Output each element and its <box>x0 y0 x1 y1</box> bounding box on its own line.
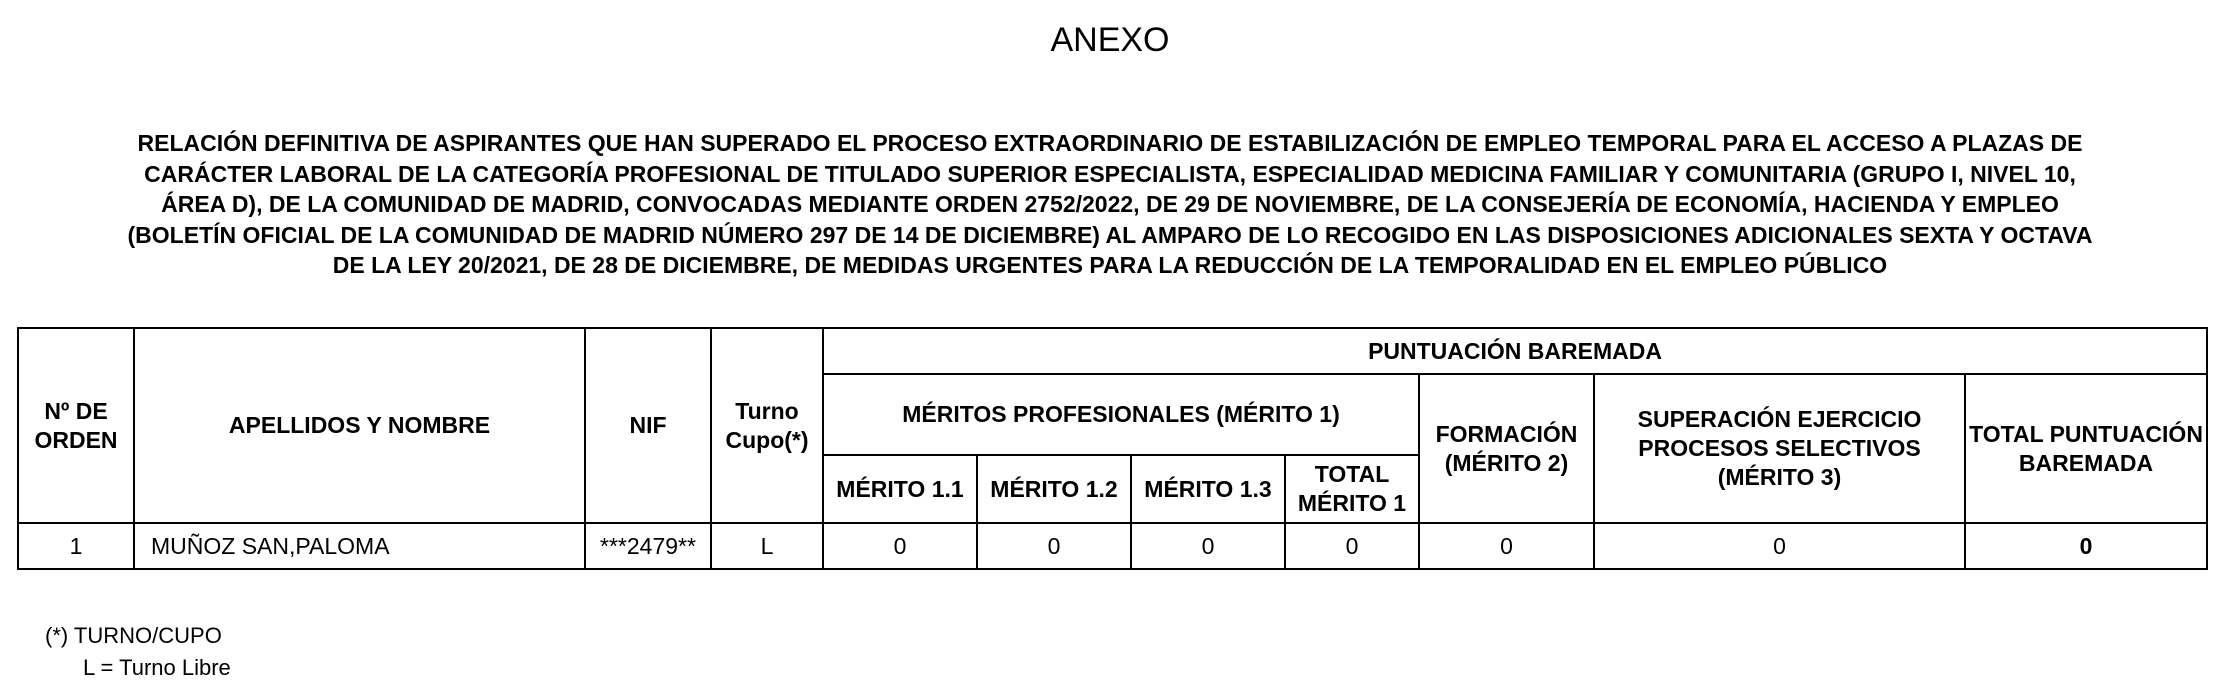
cell-formacion: 0 <box>1419 523 1594 569</box>
heading-line: ÁREA D), DE LA COMUNIDAD DE MADRID, CONVOCADAS MEDIANTE ORDEN 2752/2022, DE 29 DE NOVIEMBRE, DE LA CONSEJERÍA DE ECONOMÍA, HACIENDA Y EMPLEO <box>161 191 2059 217</box>
table-row <box>18 523 2207 569</box>
header-total: TOTAL PUNTUACIÓN BAREMADA <box>1965 374 2207 523</box>
heading-line: CARÁCTER LABORAL DE LA CATEGORÍA PROFESIONAL DE TITULADO SUPERIOR ESPECIALISTA, ESPECIALIDAD MEDICINA FAMILIAR Y COMUNITARIA (GRUPO I, NIVEL 10, <box>144 160 2076 187</box>
footnote-title: (*) TURNO/CUPO <box>45 623 222 648</box>
header-merito-1-1: MÉRITO 1.1 <box>823 455 977 523</box>
cell-merito-1-3: 0 <box>1131 523 1285 569</box>
heading-line: (BOLETÍN OFICIAL DE LA COMUNIDAD DE MADRID NÚMERO 297 DE 14 DE DICIEMBRE) AL AMPARO DE LO RECOGIDO EN LAS DISPOSICIONES ADICIONALES SEXTA Y OCTAVA <box>127 221 2093 248</box>
header-total-merito-1: TOTAL MÉRITO 1 <box>1285 455 1419 523</box>
header-orden: Nº DE ORDEN <box>18 328 134 523</box>
document-title: ANEXO <box>1050 21 1170 59</box>
cell-turno: L <box>711 523 823 569</box>
cell-merito-1-2: 0 <box>977 523 1131 569</box>
heading-line: RELACIÓN DEFINITIVA DE ASPIRANTES QUE HAN SUPERADO EL PROCESO EXTRAORDINARIO DE ESTABILIZACIÓN DE EMPLEO TEMPORAL PARA EL ACCESO A PLAZAS DE <box>137 130 2083 156</box>
header-nif: NIF <box>585 328 711 523</box>
footnote-line: L = Turno Libre <box>83 655 231 680</box>
cell-orden: 1 <box>18 523 134 569</box>
header-meritos-profesionales: MÉRITOS PROFESIONALES (MÉRITO 1) <box>823 374 1419 455</box>
cell-merito-1-1: 0 <box>823 523 977 569</box>
header-row-top <box>18 328 2207 374</box>
results-table <box>17 327 2208 570</box>
cell-superacion: 0 <box>1594 523 1965 569</box>
header-merito-1-2: MÉRITO 1.2 <box>977 455 1131 523</box>
cell-nombre: MUÑOZ SAN,PALOMA <box>134 523 585 569</box>
header-puntuacion: PUNTUACIÓN BAREMADA <box>823 328 2207 374</box>
document-heading <box>40 128 2180 281</box>
header-merito-1-3: MÉRITO 1.3 <box>1131 455 1285 523</box>
header-superacion: SUPERACIÓN EJERCICIO PROCESOS SELECTIVOS (MÉRITO 3) <box>1594 374 1965 523</box>
cell-total-merito-1: 0 <box>1285 523 1419 569</box>
heading-line: DE LA LEY 20/2021, DE 28 DE DICIEMBRE, DE MEDIDAS URGENTES PARA LA REDUCCIÓN DE LA TEMPORALIDAD EN EL EMPLEO PÚBLICO <box>332 252 1888 278</box>
header-formacion: FORMACIÓN (MÉRITO 2) <box>1419 374 1594 523</box>
cell-total: 0 <box>1965 523 2207 569</box>
header-turno: Turno Cupo(*) <box>711 328 823 523</box>
header-nombre: APELLIDOS Y NOMBRE <box>134 328 585 523</box>
footnote <box>45 620 231 684</box>
cell-nif: ***2479** <box>585 523 711 569</box>
